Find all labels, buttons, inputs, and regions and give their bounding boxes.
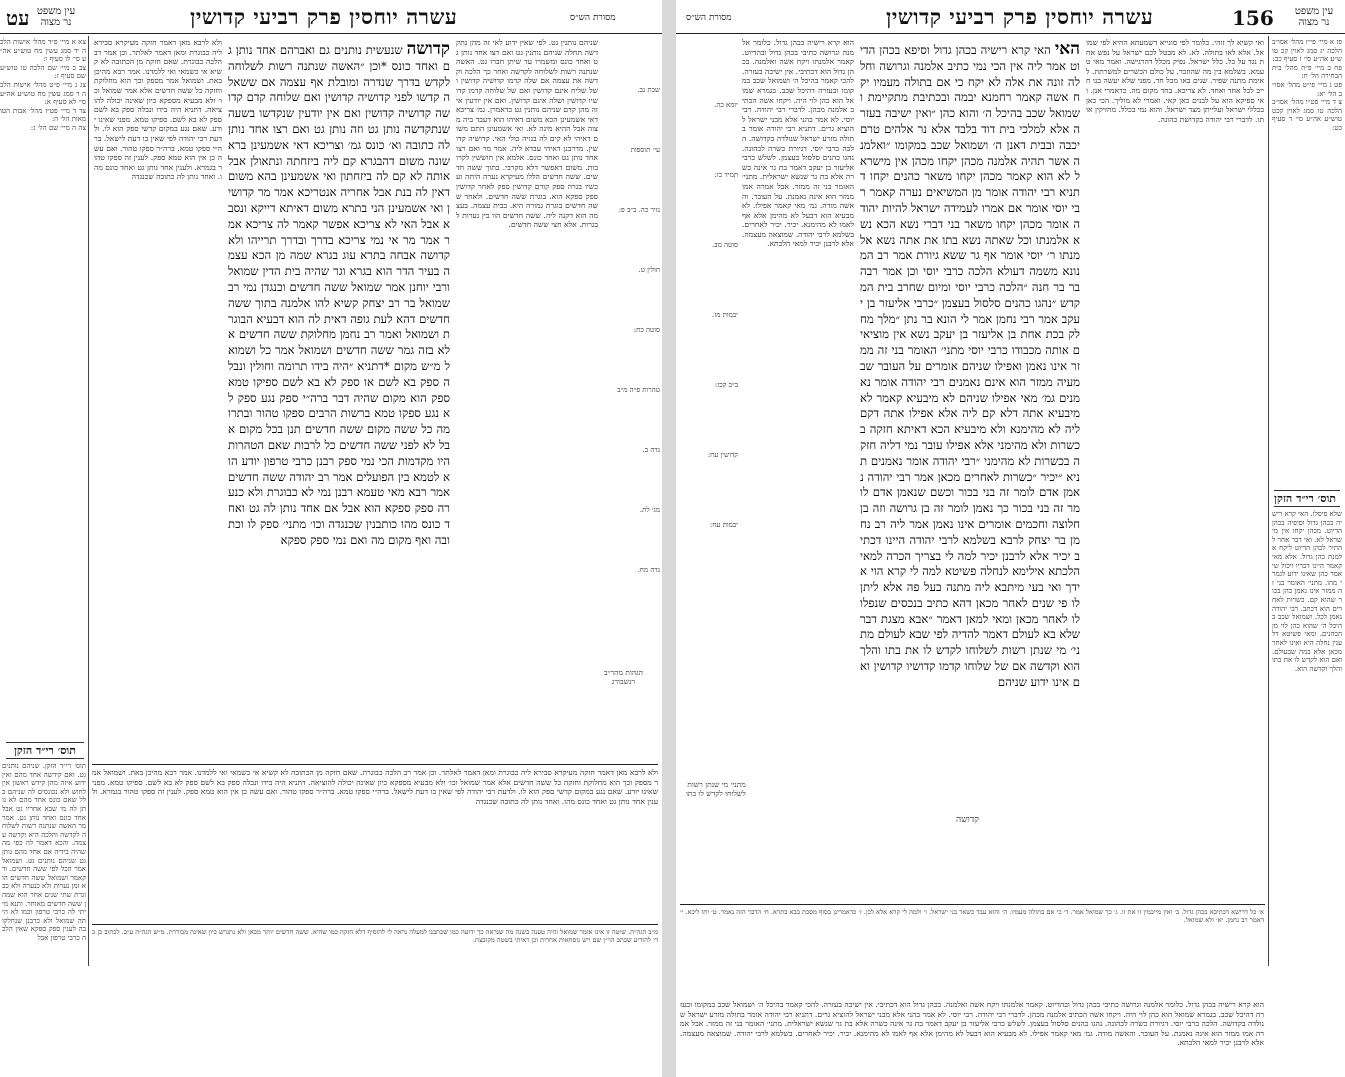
left-notes-rule: [92, 924, 658, 925]
left-gemara-text: שנעשית נותנים גם ואברהם אחד נותן גם ואחד כונס *וכן ״האשה שנתנה רשות לשלוחה לקדש בדרך שנדרה ומובלת אף עצמה אם ששאלה קדשו לפני קדושיה קדושין ואם שלוחה קדם קדושה קדושיה קדושין ואם אין יודעין שנקדשו בשעה שנתקדשה נותן גט וזה נותן גט ואם רצו אחד נותן לה כתובה וא׳ כונס גמ׳ וצריכא דאי אשמעינן בראשונה משום דהבגרא קם ליה ביזחתה ונתאולן אבל אותה לא קם לה ביזחתון ואי אשמעינן בהא משום דאין לה בנת אבל אחריה אנטריכא אמר מר קדושין ואי אשמעינן הני בתרא משום דאיתא דייקא ונסבא אבל האי לא צריכא אפשר קאמר לה צריכא אמר אמר מר אי נמי צריכא בדרך ובדרך תרייהו ולא קדושה אבחה בתרא עוג בגרא שמה מן הכא עצמה בעיר הדר הוא בגרא וגר שהיה בית הדין שמואל ורבי יוחנן אמר שמואל ששה חדשים וכנגדן נמי רב שמואל בר רב יצחק קשיא להו אלמנה בתוך ששה חדשים דהא לעת גופה דאית לה הוא דבעיא הבוגרת ושמואל ואמר רב נחמן מחלוקת ששה חדשים אלא בזה גמר ששה חדשים ושמואל אמר כל ושמואל מ״ש מקום: [228, 43, 450, 373]
left-rashi-column: שניהם נותנין גט. לפי שאין ידוע לאי זה מהן נתקדשה תחלה שניהם נותנין גט ואם רצו אחד נותן גט ואחד כונס ומשמרו עד שיתן חברו גט. האשה שנתנה רשות לשלוחה לקדשה ואחר כך הלכה וקדשה את עצמה אם שלה קדמו קדושיה קדושין ושל שליח אינם קדושין ואם של שלוחה קדמו קדושיו קדושין ושלה אינם קדושין. ואם אין יודעין איזה מהן קדם שניהם נותנין גט כדאמרן. גמ׳ צריכא דאי אשמעינן הכא משום דאיהו הוא דעבד ביה מצוה אבל ההיא מינה לא. ואי אשמעינן התם משום דאיהי לא קים לה בגויה כולי האי. קדושיה קדושין. מדרבנן דאיהי עבדא ליה. אמר מר ואם רצו אחד נותן גט ואחד כונס. אלמא אין חוששין לקרובות. משום דאפשר דלא מקרבי. בתוך ששה חדשים. ששה חדשים הללו מעיקרא נערה היתה ועכשיו בגרה ספק קודם קדושין ספק לאחר קדושין ספק ספקא הוא. בוגרת ששה חדשים. ולאחר ששה חדשים בוגרת גמורה היא. בבית עצמה. בעצמה הוא דקנה ליה. ששה חדשים הוו בין נערות לבגרות. אלא חצי ששה חדשים.: [456, 38, 598, 230]
left-column-divider: [88, 36, 89, 966]
right-rashi-column: הוא קרא רישיה בכהן גדול. כלומר אלמנה וגרושה כתיבי בכהן גדול ובהדיוט. קאמר אלמנתו ויקח אשה ואלמנה. בכהן גדול הוא דכתיבי. אין ישיבה בעזרה. להכי קאמר בהיכל ה׳ ושמואל שכב במקומו ובעזרה דהיכל שכב. בגמרא שמואל הוא כהן לוי היה. ויקחו אשה הכתיב אלמנה מכהן. לדברי רבי יהודה. רבי יוסי. לא אמר בהני אלא מבני ישראל להוציא גרים. דתניא רבי יהודה אומר בתולה מזרע ישראל שנולדה בקדושה. הלכה כרבי יוסי. דגיורת כשרה לכהונה. נהגו כהנים סלסול בעצמן. לשלש כרבי אליעזר בן יעקב דאמר בת גר אינה כשרה אלא בת גר שנשא ישראלית. מתני׳ האומר בני זה ממזר. אבל אמרה אמו ממזר הוא אינה נאמנת. על העובר. והאשה מודה. גמ׳ מאי קאמר אפילו. לא מבעיא הוא דבעל לא מהימן אלא אף לאמו לא מהימנא. יכיר. יכיר לאחרים. בשלמא לרבי יהודה. שמוצאה מעצמה. אלא לרבנן יכיר למאי הלכתא.: [742, 38, 854, 249]
right-tosafot-column: ואי קשיא לך זוהי. כלומר לפי סוגייא דשמעתא ההיא לפי שמואל. אלא לאו בתולה. לא. לא מבטל לכם ישראל על נפש אחת נגד על כל. כלל ישראל. נפיק מכלל דהרגישה. ואמר מאי טעמא. בשלמא בין מה שהוזכר. על כולם הכשרים למשרתת. לאימת מתנה שפיר. שנים באו מכל חד. מפני שלא יעשה בנו חייב לכל אחד ואחד. לא צריכא. בחד מקום מה. כדאמרי אנן. ואי ספיקא הוא על לבנים כאן קאי. ואמרי לא מוליך. הכי כאן בכללי ישראל ועלייתן מצד ישראל. והוא נמי בכלל. מחזיקין אותו. לדברי רבי יהודה בקדושת כהונה.: [1086, 38, 1264, 124]
left-tosafot-rid-label: תוס׳ רי״ד הזקן: [6, 742, 84, 759]
left-page: [0, 0, 662, 1077]
left-running-title: עשרה יוחסין פרק רביעי קדושין: [190, 4, 458, 29]
left-masoret-hashas-column: שבת נב. עי׳ תוספות נזיר כה. ב״ב פ: חולין ט. סוטה כח: טהרות פ״ה מ״ב נדה ב. מג׳ לת. נדה מח.: [617, 86, 660, 574]
right-running-title: עשרה יוחסין פרק רביעי קדושין: [886, 4, 1154, 29]
right-page-number: 156: [1232, 6, 1274, 30]
right-gemara-text: האי קרא רישיה בכהן גדול וסיפא בכהן הדיוט אמר ליה אין הכי נמי כתיב אלמנה וגרושה וחללה זונה את אלה לא יקח כי אם בתולה מעמיו יקח אשה קאמר רחמנא יבמה ובכתיבת מתקיימת ושמואל שכב בהיכל ה׳ והוא כהן ״ואין ישיבה בעזרה אלא למלכי בית דוד בלבד אלא נר אלהים טרם יכבה ובבית דאנן ה׳ ושמואל שכב במקומו ״ואלמנה אשר תהיה אלמנה מכהן יקחו מכהן אין מישראל לא הוא קאמר מכהן יקחו משאר כהנים יקחו דתניא רבי יהודה אומר מן המשיאים נערה קאמר רבי יוסי אומר אם אמרו לעמידה ישראל להיות יהודה אומר מכהן יקחו משאר בני דברי נשא הכא נשא אלמנתו וכל שאתה נשא בתו את אתה נשא אלמנתו ר׳ יוסי אומר אף גר ששא גיורת אמר רב המנונא משמה דעולא הלכה כרבי יוסי וכן אמר רבה בר בר חנה ״הלכה כרבי יוסי ומיום שחרב בית המקדש ״נהגו כהנים סלסול בעצמן ״כרבי אליעזר בן יעקב אמר רבי נחמן אמר לי הונא בר נתן ״מלך מחלק בכת אחת בן אליעזר בן יעקב נשא אין מוציאים אותה מכבודו כרבי יוסי מתני׳ האומר בני זה ממזר אינו נאמן ואפילו שניהם אומרים על העובר שבמעיה ממזר הוא אינם נאמנים רבי יהודה אומר נאמנים גמ׳ מאי אפילו שניהם לא מיבעיא קאמר לא מיבעיא אתה דלא קם ליה אלא אפילו אתה דקם ליה לא מהימנא ולא מיבעיא הכא דאיתא חזקה בכשרות ולא מהימני אלא אפילו עובר נמי דליה חזקה בכשרות לא מהימני ״רבי יהודה אומר נאמנים תניא ״יכיר ״כשרות לאחרים מכאן אמר רבי יהודה נאמן אדם לומר זה בני בכור וכשם שנאמן אדם לומר זה בני בכור כך נאמן לומר זה בן גרושה וזה בן חלוצה וחכמים אומרים אינו נאמן אמר ליה רב נחמן בר יצחק לרבא בשלמא לרבי יהודה היינו דכתיב יכיר אלא לרבנן יכיר למה לי בצריך הכרה למאי הלכתא אילימא לנחלה פשיטא למה לי קרא הוי אידך ואי בעי מיתבא ליה מתנה בעל פה אלא ליתן לו פי שנים לאחר מכאן דהא כתיב בנכסים שנפלו לו לאחר מכאן ומאי למאן דאמר ״אבא מצגת דבר שלא בא לעולם דאמר להדיה לפי שבא לעולם מתני׳ מי שנתן רשות לשלוחו לקדש לו את בתו והלך הוא וקדשה אם של שלוחו קדמו קדושיו קדושין ואם אינו ידוע שניהם: [860, 43, 1080, 689]
right-ein-mishpat-column: פז א מיי׳ פי״ז מהל׳ אסו״ב הלכה יג סמג לאוין קכ טוש״ע אה״ע סי׳ ז סעיף כב: פח ב מיי׳ פ״ח מהל׳ בית הבחירה הל׳ ח: פט ג מיי׳ פי״ט מהל׳ אסו״ב הל׳ יא: צ ד מיי׳ פט״ו מהל׳ אסו״ב הלכה טו סמג לאוין קכט טוש״ע אה״ע סי׳ ד סעיף כט:: [1272, 38, 1342, 132]
right-masoret-hashas-column: יומא כה. תמיד כז: סוטה מב. יבמות מז. ב״ב קכז: קדושין עח: יבמות עח:: [707, 101, 738, 529]
right-page: [676, 0, 1345, 1077]
right-small-marginal-note: מתני׳ מי שנתן רשות לשלוחו לקדש לו בתו: [686, 780, 746, 798]
left-bottom-rule: [92, 764, 658, 765]
right-tosafot-rid-text: שלא פיסלו. האי קרא רישיה בכהן גדול וסיפיה בכהן הדיוט. מכהן יקחו אין מישראל לא. ואי דבר אחר להתיר לכהן הדיוט ליקח אלמנת כהן גדול. אלא מאי קאמר היינו דבריו ויכול שיאמר כהן שאינו ידוע לגמרי מהו. מתני׳ האומר בני זה ממזר אינו נאמן כהן בכור שהוא קם. כשרות לאחרים הוא דכתב. רבי יהודה נאמן לכל. ושמואל שכב בהיכל ה׳ שהוא כהן לוי מן הכהנים. ומאי פשיטא דלענין נחלה היא ואינו לאחר מכאן אלא במה שבעולם. ואם הוא לקדש לו את בתו והלך וקדשה הוא.: [1272, 510, 1342, 673]
book-gutter: [662, 0, 676, 1077]
left-ein-mishpat-label: עין משפט נר מצוה: [36, 6, 76, 28]
left-commentary-column: ולא לרבא מאן דאמר חזקה מעיקרא סבירא ליה כבוגרת ומאן דאמר לאלתר. וכן אמר רב הלכה כבוגרת. שאם חזקה מן הכתובה לא קשיא אי כשמאי ואי ללמדנו. אמר רבא מהיכן באת. ושמואל אמר מספק וכך הוא מחלוקת וחזקה כל ששה חדשים אלא אמר שמואל וכו׳ ולא מבעיא מספקא כיון שאינה יכולה להוציאה. דתניא היה בידו ונבלה ספק בא לשם ספק לא בא לשם. ספיקו טמא. מפני שאינו יודע. שאם נגע במקום קדשי ספק הוא לו. ולדעת רבי יהודה לפי שאין בו דעת לישאל. ברה״י ספקו טמא. ברה״ר ספקו טהור. ואם עשה כן אין הוא טמא ספק. לענין זה ספקו טהור בגמרא. ולענין אחד נותן גט ואחד כונס מהו. ואחד נותן לה כתובה שכנגדה: [94, 38, 222, 182]
left-bottom-notes: מ״ב הגה״ה. שיטה זו אינו אומר שמואל והיה טענה בשנה מה שנראה כך ידועה כמו שכתבנו למעלה נראה לי להוסיף דלא חזקה כמו שהיא. ששה חדשים יותר מכאן ולא נתגרש כיון שאינה מבוררת. מ״ש הגה״ה ע״ב. לכתוב כן כדי להודיע שכתב הר״ן שם ויש נוסחאות אחרות וכן ראיתי בשטה מקובצת.: [92, 928, 658, 944]
left-ein-mishpat-column: צא א מיי׳ פ״ד מהל׳ אישות הלכה יד סמג עשין מח טוש״ע אה״ע סי׳ לו סעיף ו: צב ב מיי׳ שם הלכה טו טוש״ע שם סעיף ז: צג ג מיי׳ פ״ט מהל׳ אישות הלכה ד סמג עשין מח טוש״ע אה״ע סי׳ לא סעיף א: צד ד מיי׳ פט״ז מהל׳ אבות הטומאות הל׳ ה: צה ה מיי׳ שם הל׳ ג:: [0, 38, 86, 132]
right-masoret-label: מסורת הש״ס: [686, 13, 732, 23]
right-gemara-end-word: קדושה: [956, 815, 979, 825]
right-gemara-column: [860, 40, 1080, 820]
right-bottom-commentary: הוא קרא רישיה בכהן גדול. כלומר אלמנה וגרושה כתיבי בכהן גדול ובהדיוט. קאמר אלמנתו ויקח אשה ואלמנה. בכהן גדול הוא דכתיבי. אין ישיבה בעזרה. להכי קאמר בהיכל ה׳ ושמואל שכב במקומו ובעזרה דהיכל שכב. בגמרא שמואל הוא כהן לוי היה. ויקחו אשה הכתיב אלמנה מכהן. לדברי רבי יהודה. רבי יוסי. לא אמר בהני אלא מבני ישראל להוציא גרים. דתניא רבי יהודה אומר בתולה מזרע ישראל שנולדה בקדושה. הלכה כרבי יוסי. דגיורת כשרה לכהונה. נהגו כהנים סלסול בעצמן. לשלש כרבי אליעזר בן יעקב דאמר בת גר אינה כשרה אלא בת גר שנשא ישראלית. מתני׳ האומר בני זה ממזר. אבל אמרה אמו ממזר הוא אינה נאמנת. על העובר. והאשה מודה. גמ׳ מאי קאמר אפילו. לא מבעיא הוא דבעל לא מהימן אלא אף לאמו לא מהימנא. יכיר. יכיר לאחרים. בשלמא לרבי יהודה. שמוצאה מעצמה. אלא לרבנן יכיר למאי הלכתא.: [680, 1000, 1264, 1048]
right-bottom-rule: [680, 904, 1265, 905]
left-page-header: [0, 4, 662, 30]
right-column-divider: [1268, 36, 1269, 966]
left-tosafot-rid-text: תוס׳ רי״ד הזקן. שניהם נותנים גט. ואם קידשה אחד מהם ואין ידוע איזה מהן קידש ראשון אין לחוש ולא נכונסים לה שניהם כלל שאם כונס אחד מהם לא נותן לה מי שבא אחריו גט אבל אחד כונס ואחד נותן גט. אמר מר האשה שנתנה רשות לשלוחה לקדשה והלכה היא וקדשה עצמה. והכא דאמר לה כפי מה שהיה בידיה אם אחד מהם נותן גט שניהם נותנים גט. ושמואל אמר הכל לפי ששה חדשים. ודקאמר ושמואל ששה חדשים הוא זמן נערות ולא כנערה ולא כבוגרת שתי שנים אחר הוא שמהן ששה חדשים מאוחר. ותנא מייתי לה כרבי טרפון וכמו לא היתה שמואל ולא כרבנן שנחלקו בה לענין ספק ספקא שאין הלכה כרבי טרפון אבל: [2, 762, 86, 942]
right-page-header: [676, 4, 1345, 30]
left-masoret-label: מסורת הש״ס: [570, 13, 616, 23]
left-page-mark: עט: [6, 6, 30, 30]
left-bottom-commentary: ולא לרבא מאן דאמר חזקה מעיקרא סבירא ליה כבוגרת ומאן דאמר לאלתר. וכן אמר רב הלכה כבוגרת. שאם חזקה מן הכתובה לא קשיא אי כשמאי ואי ללמדנו. אמר רבא מהיכן באת. ושמואל אמר מספק וכך הוא מחלוקת וחזקה כל ששה חדשים אלא אמר שמואל וכו׳ ולא מבעיא מספקא כיון שאינה יכולה להוציאה. דתניא היה בידו ונבלה ספק בא לשם ספק לא בא לשם. ספיקו טמא. מפני שאינו יודע. שאם נגע במקום קדשי ספק הוא לו. ולדעת רבי יהודה לפי שאין בו דעת לישאל. ברה״י ספקו טמא. ברה״ר ספקו טהור. ואם עשה כן אין הוא טמא ספק. לענין זה ספקו טהור בגמרא. ולענין אחד נותן גט ואחד כונס מהו. ואחד נותן לה כתובה שכנגדה: [92, 768, 658, 806]
right-bottom-notes: א׳ כל דרישא דכתיבא בכהן גדול. ב׳ ואין מייבמין זו את זו. ג׳ כך שמואל אמר. ד׳ כי אם בתולה מעמיו. ה׳ והוא עבד כשאר בני ישראל. ו׳ ולמה לי קרא אלא לכן. ז׳ כדאמרינן בסוף מסכת בבא בתרא. ח׳ הדבר הזה נאמר. ט׳ ותו ליכא. י׳ דאמר רב נחמן. יא׳ ולא שמואל.: [680, 908, 1264, 924]
left-gemara-column: [228, 40, 450, 760]
right-gemara-opening-word: האי: [1054, 40, 1080, 59]
right-tosafot-rid-label: תוס׳ רי״ד הזקן: [1274, 490, 1340, 507]
left-gemara-opening-word: קדושה: [406, 40, 450, 59]
left-header-rule: [0, 33, 662, 34]
right-ein-mishpat-label: עין משפט נר מצוה: [1294, 6, 1334, 28]
right-header-rule: [676, 33, 1345, 34]
left-gemara-text-continued: *דתניא ״היה בידו תרומה וחולין ונבלה ספק בא לשם או ספק לא בא לשם ספיקו טמא ספק הוא מקום שהיה דבר ברה״י ספק נגע ספק לא נגע ספקו טמא ברשות הרבים ספקו טהור ובתרומה כל ששה מקום ששה חדשים תנן בכל מקום אבל לא לפני ששה חדשים כל לרבות שאם הטהרות היו מקדמות הכי נמי ספק רבנן כרבי טרפון יודע הוא לטמא בין הפועלים אמר רב יהודה ששה חדשים אמר רבא מאי טעמא רבנן נמי לא כבוגרת ולא כנערה ספק ספקא הוא אבל אם אחד נותן לה גט ואחד כונס מהו כותבנין שכנגדה וכו׳ מתני׳ ספק לו וכתובה ואף מקום מה ואם נמי ספק ספקא: [228, 358, 450, 547]
left-hagahot-label: הגהות מהר״ב רנשבורג: [604, 668, 643, 686]
